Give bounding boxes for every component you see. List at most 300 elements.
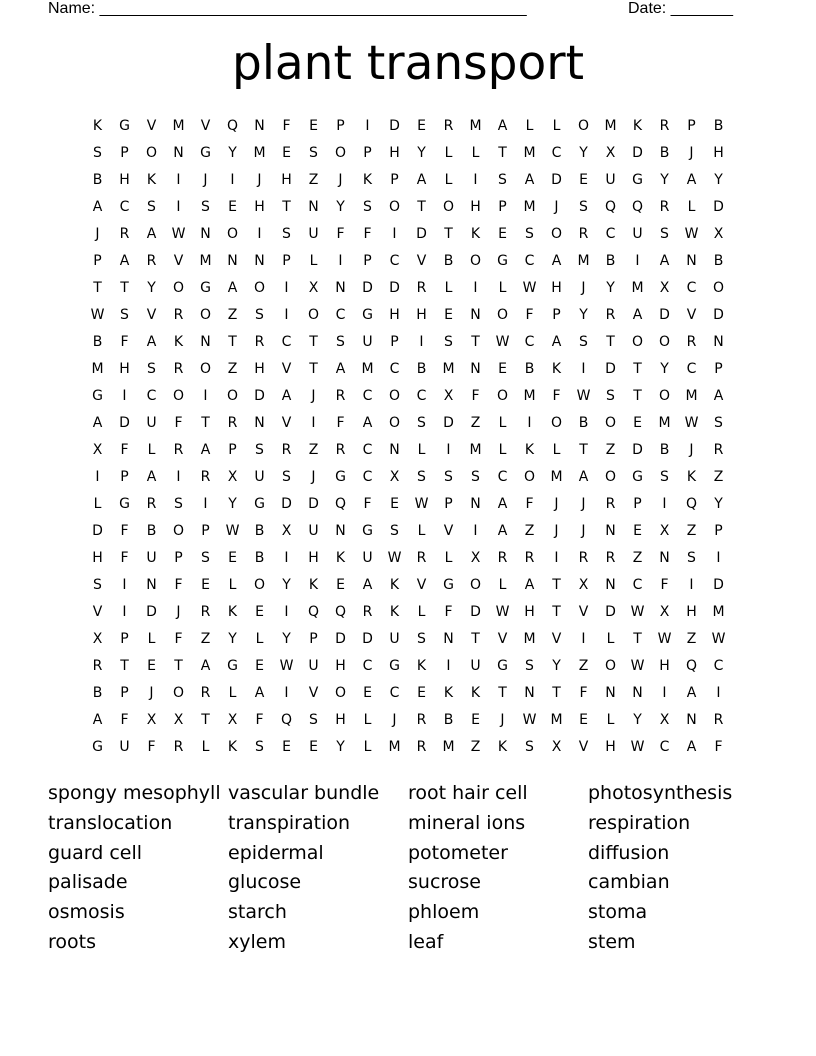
grid-letter: F bbox=[174, 414, 183, 431]
grid-letter: J bbox=[311, 387, 316, 404]
grid-letter: O bbox=[334, 144, 347, 161]
grid-letter: T bbox=[174, 657, 183, 674]
grid-letter: L bbox=[498, 279, 507, 296]
grid-letter: X bbox=[713, 225, 724, 242]
grid-letter: O bbox=[442, 198, 455, 215]
grid-letter: M bbox=[442, 360, 455, 377]
word-list-item: diffusion bbox=[588, 841, 670, 864]
grid-letter: S bbox=[255, 738, 264, 755]
grid-letter: A bbox=[551, 252, 562, 269]
grid-letter: C bbox=[362, 657, 373, 674]
grid-letter: O bbox=[604, 468, 617, 485]
grid-letter: D bbox=[713, 576, 724, 593]
grid-letter: Q bbox=[685, 495, 698, 512]
grid-letter: I bbox=[716, 549, 721, 566]
grid-letter: I bbox=[176, 468, 181, 485]
grid-letter: W bbox=[225, 522, 240, 539]
grid-letter: G bbox=[119, 117, 130, 134]
grid-letter: C bbox=[389, 360, 400, 377]
grid-letter: M bbox=[523, 144, 536, 161]
grid-letter: K bbox=[470, 225, 481, 242]
grid-letter: E bbox=[201, 576, 210, 593]
grid-letter: O bbox=[550, 414, 563, 431]
grid-letter: K bbox=[497, 738, 508, 755]
grid-letter: D bbox=[389, 279, 400, 296]
grid-letter: O bbox=[226, 387, 239, 404]
grid-letter: T bbox=[579, 441, 588, 458]
grid-letter: T bbox=[309, 333, 318, 350]
grid-letter: B bbox=[254, 549, 265, 566]
grid-letter: M bbox=[91, 360, 104, 377]
grid-letter: I bbox=[311, 414, 316, 431]
grid-letter: M bbox=[361, 360, 374, 377]
grid-letter: S bbox=[147, 360, 156, 377]
grid-letter: E bbox=[471, 711, 480, 728]
grid-letter: C bbox=[497, 468, 508, 485]
word-list-item: sucrose bbox=[408, 871, 481, 894]
grid-letter: F bbox=[471, 387, 480, 404]
grid-letter: M bbox=[523, 387, 536, 404]
grid-letter: P bbox=[309, 630, 318, 647]
grid-letter: U bbox=[362, 333, 373, 350]
grid-letter: N bbox=[173, 144, 184, 161]
grid-letter: C bbox=[281, 333, 292, 350]
grid-letter: Q bbox=[280, 711, 293, 728]
grid-letter: P bbox=[228, 441, 237, 458]
word-list-item: palisade bbox=[48, 871, 128, 894]
grid-letter: Z bbox=[605, 441, 616, 458]
grid-letter: A bbox=[92, 198, 103, 215]
grid-letter: F bbox=[336, 414, 345, 431]
grid-letter: R bbox=[92, 657, 103, 674]
grid-letter: V bbox=[578, 738, 589, 755]
grid-letter: O bbox=[388, 198, 401, 215]
grid-letter: T bbox=[552, 603, 561, 620]
grid-letter: E bbox=[579, 171, 588, 188]
grid-letter: O bbox=[334, 684, 347, 701]
grid-letter: V bbox=[200, 117, 211, 134]
grid-letter: H bbox=[254, 198, 265, 215]
grid-letter: O bbox=[145, 144, 158, 161]
grid-letter: U bbox=[632, 225, 643, 242]
grid-letter: S bbox=[444, 468, 453, 485]
grid-letter: J bbox=[554, 198, 559, 215]
word-list-item: xylem bbox=[228, 930, 286, 953]
grid-letter: D bbox=[632, 144, 643, 161]
grid-letter: T bbox=[120, 657, 129, 674]
grid-letter: I bbox=[284, 306, 289, 323]
grid-letter: Z bbox=[524, 522, 535, 539]
grid-letter: I bbox=[581, 630, 586, 647]
grid-letter: A bbox=[362, 414, 373, 431]
grid-letter: Y bbox=[633, 711, 642, 728]
grid-letter: O bbox=[631, 333, 644, 350]
grid-letter: J bbox=[554, 522, 559, 539]
grid-letter: X bbox=[308, 279, 319, 296]
grid-letter: G bbox=[92, 738, 103, 755]
grid-letter: E bbox=[336, 576, 345, 593]
grid-letter: E bbox=[390, 495, 399, 512]
grid-letter: S bbox=[579, 333, 588, 350]
grid-letter: W bbox=[387, 549, 402, 566]
grid-letter: A bbox=[713, 387, 724, 404]
grid-letter: I bbox=[662, 495, 667, 512]
grid-letter: L bbox=[417, 441, 426, 458]
grid-letter: H bbox=[686, 603, 697, 620]
grid-letter: S bbox=[579, 198, 588, 215]
grid-letter: C bbox=[362, 387, 373, 404]
grid-letter: S bbox=[660, 225, 669, 242]
grid-letter: R bbox=[173, 306, 184, 323]
grid-letter: B bbox=[416, 360, 427, 377]
grid-letter: Q bbox=[334, 495, 347, 512]
grid-letter: D bbox=[281, 495, 292, 512]
grid-letter: R bbox=[497, 549, 508, 566]
grid-letter: K bbox=[443, 684, 454, 701]
grid-letter: L bbox=[363, 711, 372, 728]
grid-letter: T bbox=[471, 630, 480, 647]
grid-letter: L bbox=[552, 117, 561, 134]
grid-letter: X bbox=[92, 441, 103, 458]
grid-letter: D bbox=[254, 387, 265, 404]
grid-letter: K bbox=[227, 738, 238, 755]
grid-letter: Z bbox=[227, 360, 238, 377]
grid-letter: P bbox=[363, 252, 372, 269]
grid-letter: L bbox=[444, 144, 453, 161]
grid-letter: O bbox=[199, 360, 212, 377]
grid-letter: E bbox=[255, 603, 264, 620]
grid-letter: M bbox=[172, 117, 185, 134]
grid-letter: W bbox=[495, 333, 510, 350]
word-list-item: mineral ions bbox=[408, 811, 526, 834]
grid-letter: O bbox=[469, 252, 482, 269]
grid-letter: G bbox=[632, 171, 643, 188]
grid-letter: X bbox=[659, 522, 670, 539]
grid-letter: P bbox=[552, 306, 561, 323]
grid-letter: U bbox=[605, 171, 616, 188]
grid-letter: E bbox=[309, 738, 318, 755]
grid-letter: D bbox=[605, 360, 616, 377]
grid-letter: T bbox=[498, 144, 507, 161]
grid-letter: A bbox=[119, 252, 130, 269]
grid-letter: W bbox=[414, 495, 429, 512]
grid-letter: D bbox=[119, 414, 130, 431]
grid-letter: A bbox=[335, 360, 346, 377]
grid-letter: A bbox=[416, 171, 427, 188]
grid-letter: R bbox=[227, 414, 238, 431]
grid-letter: U bbox=[308, 522, 319, 539]
grid-letter: U bbox=[470, 657, 481, 674]
grid-letter: A bbox=[686, 171, 697, 188]
grid-letter: R bbox=[362, 603, 373, 620]
grid-letter: O bbox=[604, 657, 617, 674]
grid-letter: I bbox=[473, 522, 478, 539]
grid-letter: X bbox=[605, 144, 616, 161]
grid-letter: Y bbox=[417, 144, 426, 161]
grid-letter: P bbox=[201, 522, 210, 539]
grid-letter: J bbox=[689, 441, 694, 458]
grid-letter: E bbox=[498, 360, 507, 377]
grid-letter: L bbox=[417, 603, 426, 620]
grid-letter: S bbox=[498, 171, 507, 188]
grid-letter: S bbox=[282, 225, 291, 242]
grid-letter: J bbox=[581, 522, 586, 539]
grid-letter: O bbox=[388, 414, 401, 431]
grid-letter: C bbox=[524, 333, 535, 350]
grid-letter: I bbox=[581, 360, 586, 377]
grid-letter: E bbox=[417, 684, 426, 701]
grid-letter: I bbox=[446, 657, 451, 674]
word-list-item: stem bbox=[588, 930, 636, 953]
grid-letter: P bbox=[498, 198, 507, 215]
grid-letter: A bbox=[146, 468, 157, 485]
grid-letter: W bbox=[279, 657, 294, 674]
grid-letter: S bbox=[93, 576, 102, 593]
grid-letter: L bbox=[606, 630, 615, 647]
grid-letter: T bbox=[552, 576, 561, 593]
grid-letter: O bbox=[199, 306, 212, 323]
grid-letter: K bbox=[389, 576, 400, 593]
grid-letter: S bbox=[201, 549, 210, 566]
grid-letter: X bbox=[470, 549, 481, 566]
grid-letter: P bbox=[390, 171, 399, 188]
grid-letter: P bbox=[174, 549, 183, 566]
grid-letter: Z bbox=[308, 171, 319, 188]
grid-letter: T bbox=[201, 711, 210, 728]
grid-letter: F bbox=[525, 306, 534, 323]
grid-letter: I bbox=[392, 225, 397, 242]
grid-letter: N bbox=[335, 279, 346, 296]
page-title: plant transport bbox=[231, 36, 585, 91]
grid-letter: Z bbox=[686, 522, 697, 539]
grid-letter: F bbox=[255, 711, 264, 728]
grid-letter: D bbox=[362, 279, 373, 296]
grid-letter: S bbox=[444, 333, 453, 350]
grid-letter: O bbox=[172, 522, 185, 539]
grid-letter: F bbox=[120, 441, 129, 458]
grid-letter: F bbox=[363, 495, 372, 512]
grid-letter: G bbox=[335, 468, 346, 485]
grid-letter: V bbox=[92, 603, 103, 620]
grid-letter: H bbox=[308, 549, 319, 566]
grid-letter: U bbox=[146, 414, 157, 431]
grid-letter: O bbox=[604, 414, 617, 431]
grid-letter: V bbox=[173, 252, 184, 269]
grid-letter: S bbox=[471, 468, 480, 485]
grid-letter: G bbox=[389, 657, 400, 674]
grid-letter: C bbox=[659, 738, 670, 755]
grid-letter: P bbox=[633, 495, 642, 512]
grid-letter: I bbox=[662, 684, 667, 701]
grid-letter: H bbox=[713, 144, 724, 161]
grid-letter: B bbox=[443, 252, 454, 269]
grid-letter: Y bbox=[282, 576, 291, 593]
grid-letter: B bbox=[713, 252, 724, 269]
grid-letter: D bbox=[92, 522, 103, 539]
grid-letter: S bbox=[714, 414, 723, 431]
grid-letter: H bbox=[470, 198, 481, 215]
grid-letter: J bbox=[689, 144, 694, 161]
word-list-item: phloem bbox=[408, 901, 480, 924]
word-list-item: respiration bbox=[588, 811, 691, 834]
grid-letter: F bbox=[363, 225, 372, 242]
grid-letter: H bbox=[335, 711, 346, 728]
grid-letter: R bbox=[173, 738, 184, 755]
grid-letter: J bbox=[311, 468, 316, 485]
grid-letter: R bbox=[416, 738, 427, 755]
grid-letter: X bbox=[92, 630, 103, 647]
grid-letter: J bbox=[554, 495, 559, 512]
grid-letter: B bbox=[605, 252, 616, 269]
grid-letter: M bbox=[685, 387, 698, 404]
grid-letter: U bbox=[119, 738, 130, 755]
grid-letter: F bbox=[147, 738, 156, 755]
grid-letter: Y bbox=[552, 657, 561, 674]
grid-letter: Z bbox=[200, 630, 211, 647]
grid-letter: U bbox=[308, 225, 319, 242]
grid-letter: E bbox=[363, 684, 372, 701]
grid-letter: V bbox=[281, 360, 292, 377]
grid-letter: O bbox=[172, 684, 185, 701]
grid-letter: B bbox=[92, 684, 103, 701]
grid-letter: K bbox=[308, 576, 319, 593]
grid-letter: S bbox=[606, 387, 615, 404]
grid-letter: J bbox=[203, 171, 208, 188]
grid-letter: F bbox=[282, 117, 291, 134]
grid-letter: F bbox=[120, 549, 129, 566]
grid-letter: J bbox=[338, 171, 343, 188]
grid-letter: S bbox=[201, 198, 210, 215]
grid-letter: M bbox=[658, 414, 671, 431]
grid-letter: K bbox=[92, 117, 103, 134]
grid-letter: H bbox=[389, 144, 400, 161]
grid-letter: R bbox=[686, 333, 697, 350]
grid-letter: J bbox=[149, 684, 154, 701]
grid-letter: F bbox=[552, 387, 561, 404]
grid-letter: O bbox=[658, 387, 671, 404]
grid-letter: O bbox=[496, 306, 509, 323]
grid-letter: K bbox=[389, 603, 400, 620]
grid-letter: K bbox=[335, 549, 346, 566]
word-list-item: root hair cell bbox=[408, 782, 528, 804]
grid-letter: L bbox=[309, 252, 318, 269]
grid-letter: M bbox=[388, 738, 401, 755]
grid-letter: I bbox=[284, 684, 289, 701]
grid-letter: L bbox=[687, 198, 696, 215]
grid-letter: I bbox=[446, 441, 451, 458]
grid-letter: L bbox=[147, 441, 156, 458]
grid-letter: M bbox=[199, 252, 212, 269]
grid-letter: K bbox=[173, 333, 184, 350]
grid-letter: D bbox=[713, 306, 724, 323]
grid-letter: A bbox=[254, 684, 265, 701]
grid-letter: I bbox=[122, 387, 127, 404]
grid-letter: U bbox=[362, 549, 373, 566]
grid-letter: B bbox=[92, 171, 103, 188]
grid-letter: M bbox=[469, 441, 482, 458]
grid-letter: T bbox=[633, 387, 642, 404]
grid-letter: G bbox=[443, 576, 454, 593]
grid-letter: Q bbox=[307, 603, 320, 620]
grid-letter: J bbox=[176, 603, 181, 620]
grid-letter: R bbox=[119, 225, 130, 242]
grid-letter: Y bbox=[228, 144, 237, 161]
grid-letter: B bbox=[92, 333, 103, 350]
grid-letter: N bbox=[200, 333, 211, 350]
grid-letter: R bbox=[254, 333, 265, 350]
grid-letter: E bbox=[309, 117, 318, 134]
grid-letter: D bbox=[416, 225, 427, 242]
grid-letter: H bbox=[119, 360, 130, 377]
grid-letter: R bbox=[200, 684, 211, 701]
grid-letter: X bbox=[389, 468, 400, 485]
grid-letter: M bbox=[550, 711, 563, 728]
grid-letter: R bbox=[173, 441, 184, 458]
grid-letter: L bbox=[498, 441, 507, 458]
grid-letter: G bbox=[92, 387, 103, 404]
grid-letter: O bbox=[172, 387, 185, 404]
grid-letter: R bbox=[659, 198, 670, 215]
grid-letter: Y bbox=[714, 495, 723, 512]
grid-letter: W bbox=[522, 279, 537, 296]
grid-letter: A bbox=[524, 576, 535, 593]
word-list-item: starch bbox=[228, 901, 287, 924]
grid-letter: F bbox=[714, 738, 723, 755]
grid-letter: R bbox=[443, 117, 454, 134]
grid-letter: E bbox=[255, 657, 264, 674]
grid-letter: V bbox=[146, 117, 157, 134]
grid-letter: Q bbox=[631, 198, 644, 215]
grid-letter: A bbox=[497, 117, 508, 134]
grid-letter: Q bbox=[604, 198, 617, 215]
grid-letter: P bbox=[282, 252, 291, 269]
grid-letter: I bbox=[473, 171, 478, 188]
grid-letter: J bbox=[257, 171, 262, 188]
grid-letter: V bbox=[443, 522, 454, 539]
grid-letter: A bbox=[497, 495, 508, 512]
grid-letter: R bbox=[416, 279, 427, 296]
grid-letter: H bbox=[524, 603, 535, 620]
grid-letter: B bbox=[443, 711, 454, 728]
grid-letter: B bbox=[713, 117, 724, 134]
grid-letter: L bbox=[228, 684, 237, 701]
grid-letter: N bbox=[605, 522, 616, 539]
grid-letter: E bbox=[579, 711, 588, 728]
grid-letter: I bbox=[284, 603, 289, 620]
grid-letter: S bbox=[660, 468, 669, 485]
grid-letter: O bbox=[469, 576, 482, 593]
grid-letter: D bbox=[308, 495, 319, 512]
grid-letter: E bbox=[633, 522, 642, 539]
grid-letter: L bbox=[363, 738, 372, 755]
grid-letter: O bbox=[253, 279, 266, 296]
grid-letter: A bbox=[632, 306, 643, 323]
grid-letter: P bbox=[93, 252, 102, 269]
grid-letter: W bbox=[684, 225, 699, 242]
grid-letter: C bbox=[686, 360, 697, 377]
grid-letter: S bbox=[687, 549, 696, 566]
grid-letter: R bbox=[605, 495, 616, 512]
grid-letter: B bbox=[578, 414, 589, 431]
grid-letter: M bbox=[442, 738, 455, 755]
grid-letter: R bbox=[605, 306, 616, 323]
grid-letter: W bbox=[684, 414, 699, 431]
grid-letter: Z bbox=[308, 441, 319, 458]
word-list-item: roots bbox=[48, 930, 96, 953]
grid-letter: S bbox=[309, 711, 318, 728]
grid-letter: X bbox=[551, 738, 562, 755]
grid-letter: H bbox=[119, 171, 130, 188]
